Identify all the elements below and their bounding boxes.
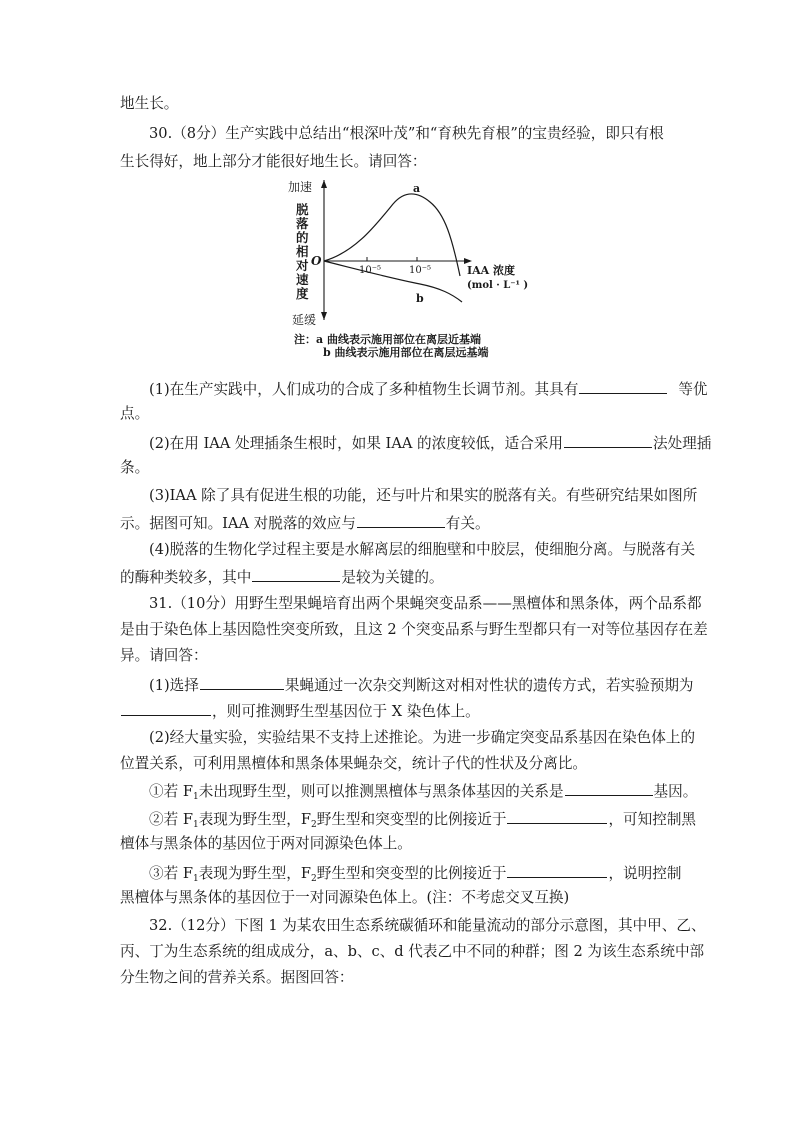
subscript: 2 xyxy=(310,874,317,884)
question-32-line-2 xyxy=(120,942,704,962)
question-32-line-1 xyxy=(149,916,706,936)
q30-sub1-line-1 xyxy=(149,378,708,400)
line-text: ②若 F xyxy=(149,811,193,828)
line-text: 黑檀体与黑条体的基因位于一对同源染色体上。(注：不考虑交叉互换) xyxy=(120,889,570,906)
line-text: 檀体与黑条体的基因位于两对同源染色体上。 xyxy=(120,835,412,852)
line-text: 是较为关键的。 xyxy=(341,569,444,586)
line-text: 生长得好，地上部分才能很好地生长。请回答： xyxy=(120,153,427,170)
q31-sub2-line-1 xyxy=(149,728,695,748)
q31-case2-line-1 xyxy=(149,808,696,832)
line-text: 未出现野生型，则可以推测黑檀体与黑条体基因的关系是 xyxy=(198,783,564,800)
figure-note-1: 注：a 曲线表示施用部位在离层近基端 xyxy=(294,333,481,346)
line-text: 野生型和突变型的比例接近于 xyxy=(316,811,507,828)
line-text: 法处理插 xyxy=(652,435,712,452)
answer-blank[interactable] xyxy=(579,378,667,394)
y-axis-char: 速 xyxy=(296,272,309,287)
y-top-label: 加速 xyxy=(288,180,313,194)
line-text: 点。 xyxy=(120,405,150,422)
curve-b-label: b xyxy=(416,292,424,305)
y-axis-char: 落 xyxy=(296,216,309,231)
q30-sub4-line-1 xyxy=(149,540,695,560)
y-axis-char: 的 xyxy=(296,230,309,245)
answer-blank[interactable] xyxy=(357,512,445,528)
y-axis-char: 度 xyxy=(296,286,309,301)
q30-sub2-line-1 xyxy=(149,432,711,454)
answer-blank[interactable] xyxy=(200,674,284,690)
subscript: 1 xyxy=(192,874,199,884)
line-text: (2)在用 IAA 处理插条生根时，如果 IAA 的浓度较低，适合采用 xyxy=(149,435,563,452)
line-text: (3)IAA 除了具有促进生根的功能，还与叶片和果实的脱落有关。有些研究结果如图所 xyxy=(149,487,698,504)
line-text: 32.（12分）下图 1 为某农田生态系统碳循环和能量流动的部分示意图，其中甲、乙、 xyxy=(149,917,706,934)
line-text: ，则可推测野生型基因位于 X 染色体上。 xyxy=(212,703,480,720)
line-text: 地生长。 xyxy=(120,95,179,112)
question-31-line-1 xyxy=(149,594,702,614)
answer-blank[interactable] xyxy=(252,566,340,582)
y-axis-char: 脱 xyxy=(296,202,309,217)
y-axis-char: 相 xyxy=(296,244,309,259)
tick-2-label: 10⁻⁵ xyxy=(409,265,432,276)
curve-b xyxy=(324,261,462,302)
line-text: 30.（8分）生产实践中总结出“根深叶茂”和“育秧先育根”的宝贵经验，即只有根 xyxy=(149,125,664,142)
origin-label: O xyxy=(311,254,322,268)
q30-sub3-line-2 xyxy=(120,512,490,534)
q31-sub1-line-2 xyxy=(120,700,480,722)
subscript: 1 xyxy=(192,820,199,830)
figure-note-2: b 曲线表示施用部位在离层远基端 xyxy=(323,346,489,359)
question-31-line-3 xyxy=(120,646,208,666)
line-text: 表现为野生型，F xyxy=(198,865,311,882)
q31-sub2-line-2 xyxy=(120,754,587,774)
q31-case3-line-2 xyxy=(120,888,569,908)
iaa-abscission-figure xyxy=(280,178,550,368)
q30-sub4-line-2 xyxy=(120,566,444,588)
question-30-line-1 xyxy=(149,124,664,144)
line-text: 有关。 xyxy=(445,515,490,532)
line-text: 表现为野生型，F xyxy=(198,811,311,828)
line-text: 丙、丁为生态系统的组成成分，a、b、c、d 代表乙中不同的种群；图 2 为该生态系统中部 xyxy=(120,943,705,960)
question-31-line-2 xyxy=(120,620,708,640)
line-text: ③若 F xyxy=(149,865,193,882)
line-text: 基因。 xyxy=(653,783,698,800)
y-axis-arrow-bottom xyxy=(321,312,327,320)
subscript: 2 xyxy=(310,820,317,830)
line-text: 等优 xyxy=(678,381,708,398)
question-30-line-2 xyxy=(120,152,426,172)
text-line-1 xyxy=(120,94,178,114)
y-axis-arrow-top xyxy=(321,180,327,188)
line-text: 是由于染色体上基因隐性突变所致，且这 2 个突变品系与野生型都只有一对等位基因存在差 xyxy=(120,621,708,638)
answer-blank[interactable] xyxy=(564,432,652,448)
y-axis-char: 对 xyxy=(296,258,309,273)
line-text: ，说明控制 xyxy=(608,865,682,882)
answer-blank[interactable] xyxy=(507,808,607,824)
subscript: 1 xyxy=(192,792,199,802)
line-text: (4)脱落的生物化学过程主要是水解离层的细胞壁和中胶层，使细胞分离。与脱落有关 xyxy=(149,541,696,558)
x-axis-label: IAA 浓度 xyxy=(467,264,516,277)
x-axis-unit: (mol · L⁻¹ ) xyxy=(467,280,529,291)
y-bottom-label: 延缓 xyxy=(292,313,317,327)
line-text: 31.（10分）用野生型果蝇培育出两个果蝇突变品系——黑檀体和黑条体，两个品系都 xyxy=(149,595,702,612)
line-text: 位置关系，可利用黑檀体和黑条体果蝇杂交，统计子代的性状及分离比。 xyxy=(120,755,588,772)
tick-1-label: 10⁻⁵ xyxy=(359,265,382,276)
q31-case2-line-2 xyxy=(120,834,412,854)
q30-sub3-line-1 xyxy=(149,486,697,506)
q30-sub1-line-2 xyxy=(120,404,149,424)
curve-a xyxy=(324,194,460,276)
line-text: ，可知控制黑 xyxy=(608,811,697,828)
line-text: 异。请回答： xyxy=(120,647,208,664)
question-32-line-3 xyxy=(120,968,354,988)
q30-sub2-line-2 xyxy=(120,458,149,478)
line-text: 条。 xyxy=(120,459,150,476)
q31-sub1-line-1 xyxy=(149,674,694,696)
line-text: (1)选择 xyxy=(149,677,199,694)
answer-blank[interactable] xyxy=(565,780,653,796)
answer-blank[interactable] xyxy=(507,862,607,878)
q31-case3-line-1 xyxy=(149,862,681,886)
line-text: 示。据图可知。IAA 对脱落的效应与 xyxy=(120,515,356,532)
line-text: ①若 F xyxy=(149,783,193,800)
line-text: 野生型和突变型的比例接近于 xyxy=(316,865,507,882)
line-text: 果蝇通过一次杂交判断这对相对性状的遗传方式，若实验预期为 xyxy=(284,677,694,694)
curve-a-label: a xyxy=(413,182,421,195)
line-text: 的酶种类较多，其中 xyxy=(120,569,252,586)
line-text: 分生物之间的营养关系。据图回答： xyxy=(120,969,354,986)
answer-blank[interactable] xyxy=(121,700,211,716)
line-text: (2)经大量实验，实验结果不支持上述推论。为进一步确定突变品系基因在染色体上的 xyxy=(149,729,696,746)
q31-case1 xyxy=(149,780,697,804)
line-text: (1)在生产实践中，人们成功的合成了多种植物生长调节剂。其具有 xyxy=(149,381,579,398)
